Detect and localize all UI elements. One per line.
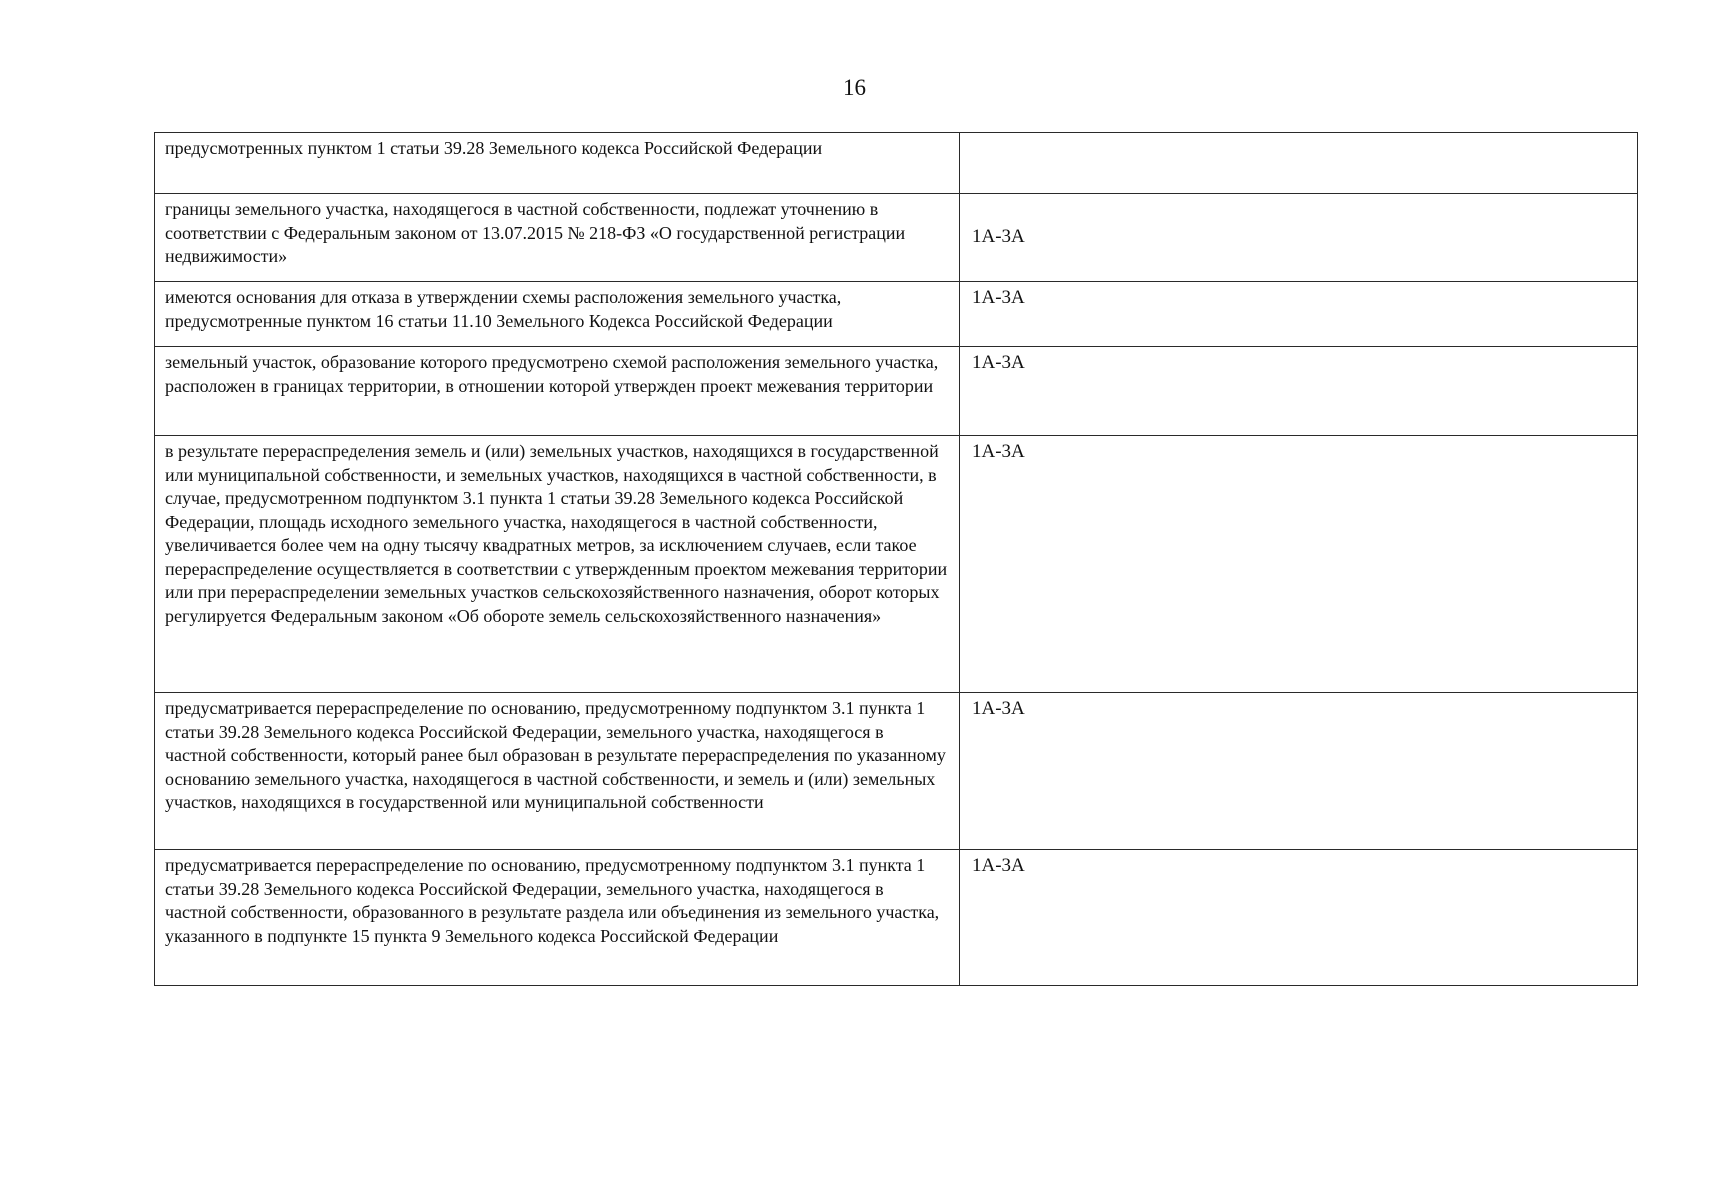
table-row [155,436,1638,693]
row-text-cell [155,194,960,282]
table-row [155,282,1638,347]
row-code-cell [960,693,1638,850]
row-text-cell [155,850,960,986]
row-code: 1А-3А [972,698,1025,719]
row-text-cell [155,133,960,194]
row-code-cell [960,133,1638,194]
table-row [155,133,1638,194]
table-row [155,693,1638,850]
row-text: предусматривается перераспределение по основанию, предусмотренному подпунктом 3.1 пункта 1 статьи 39.28 Земельного кодекса Российской Федерации, земельного участка, находящегося в частной собственности, который ранее был образован в результате перераспределения по указанному основанию земельного участка, находящегося в частной собственности, и земель и (или) земельных участков, находящихся в государственной или муниципальной собственности [165,698,946,812]
row-code: 1А-3А [972,352,1025,373]
row-text-cell [155,436,960,693]
row-code-cell [960,282,1638,347]
row-code: 1А-3А [972,855,1025,876]
row-code-cell [960,850,1638,986]
row-code-cell [960,436,1638,693]
row-text-cell [155,282,960,347]
row-code: 1А-3А [972,441,1025,462]
row-text-cell [155,693,960,850]
row-text: границы земельного участка, находящегося в частной собственности, подлежат уточнению в соответствии с Федеральным законом от 13.07.2015 № 218-ФЗ «О государственной регистрации недвижимости» [165,199,906,266]
row-code-cell [960,347,1638,436]
row-text: предусматривается перераспределение по основанию, предусмотренному подпунктом 3.1 пункта 1 статьи 39.28 Земельного кодекса Российской Федерации, земельного участка, находящегося в частной собственности, образованного в результате раздела или объединения из земельного участка, указанного в подпункте 15 пункта 9 Земельного кодекса Российской Федерации [165,855,940,946]
row-text: имеются основания для отказа в утверждении схемы расположения земельного участка, предусмотренные пунктом 16 статьи 11.10 Земельного Кодекса Российской Федерации [165,287,842,331]
row-text: в результате перераспределения земель и (или) земельных участков, находящихся в государственной или муниципальной собственности, и земельных участков, находящихся в частной собственности, в случае, предусмотренном подпунктом 3.1 пункта 1 статьи 39.28 Земельного кодекса Российской Федерации, площадь исходного земельного участка, находящегося в частной собственности, увеличивается более чем на одну тысячу квадратных метров, за исключением случаев, если такое перераспределение осуществляется в соответствии с утвержденным проектом межевания территории или при перераспределении земельных участков сельскохозяйственного назначения, оборот которых регулируется Федеральным законом «Об обороте земель сельскохозяйственного назначения» [165,441,948,626]
row-code: 1А-3А [972,287,1025,308]
row-text: земельный участок, образование которого предусмотрено схемой расположения земельного участка, расположен в границах территории, в отношении которой утвержден проект межевания территории [165,352,939,396]
row-text: предусмотренных пунктом 1 статьи 39.28 Земельного кодекса Российской Федерации [165,138,823,158]
row-code: 1А-3А [972,225,1025,247]
table-row [155,850,1638,986]
grounds-table [154,132,1638,986]
table-row [155,347,1638,436]
table-row [155,194,1638,282]
row-code-cell [960,194,1638,282]
row-text-cell [155,347,960,436]
page-number: 16 [843,75,866,100]
